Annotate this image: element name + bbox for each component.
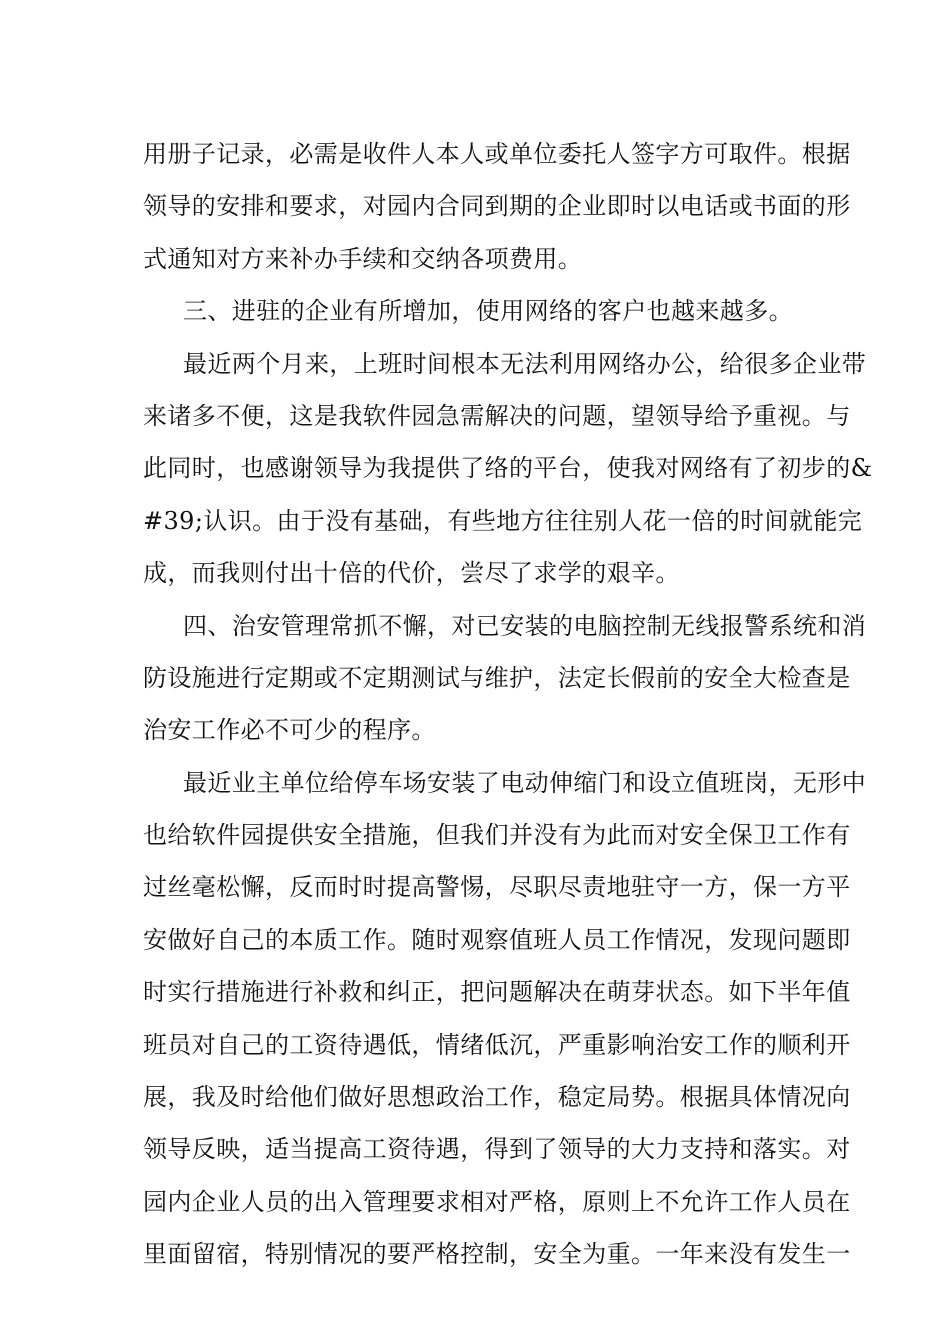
text-line: 领导反映，适当提高工资待遇，得到了领导的大力支持和落实。对 — [143, 1135, 851, 1164]
text-line: 领导的安排和要求，对园内合同到期的企业即时以电话或书面的形 — [143, 192, 851, 221]
text-line: 防设施进行定期或不定期测试与维护，法定长假前的安全大检查是 — [143, 663, 851, 692]
text-line: 展，我及时给他们做好思想政治工作，稳定局势。根据具体情况向 — [143, 1083, 851, 1112]
paragraph — [143, 338, 873, 600]
text-line: 安做好自己的本质工作。随时观察值班人员工作情况，发现问题即 — [143, 925, 851, 954]
text-line: 四、治安管理常抓不懈，对已安装的电脑控制无线报警系统和消 — [183, 611, 867, 640]
text-line: 来诸多不便，这是我软件园急需解决的问题，望领导给予重视。与 — [143, 401, 851, 430]
section-heading — [143, 600, 867, 757]
paragraph — [143, 128, 851, 285]
text-line: 里面留宿，特别情况的要严格控制，安全为重。一年来没有发生一 — [143, 1240, 851, 1269]
paragraph — [143, 757, 867, 1281]
text-line: 用册子记录，必需是收件人本人或单位委托人签字方可取件。根据 — [143, 140, 851, 168]
text-line: 最近业主单位给停车场安装了电动伸缩门和设立值班岗，无形中 — [183, 768, 867, 797]
text-line: 成，而我则付出十倍的代价，尝尽了求学的艰辛。 — [143, 559, 680, 588]
text-line: 也给软件园提供安全措施，但我们并没有为此而对安全保卫工作有 — [143, 821, 851, 850]
text-line: #39;认识。由于没有基础，有些地方往往别人花一倍的时间就能完 — [143, 506, 863, 535]
text-line: 园内企业人员的出入管理要求相对严格，原则上不允许工作人员在 — [143, 1187, 851, 1216]
text-line: 三、进驻的企业有所增加，使用网络的客户也越来越多。 — [183, 297, 793, 326]
document-body — [143, 128, 873, 1281]
text-line: 式通知对方来补办手续和交纳各项费用。 — [143, 244, 583, 273]
text-line: 最近两个月来，上班时间根本无法利用网络办公，给很多企业带 — [183, 349, 867, 378]
text-line: 班员对自己的工资待遇低，情绪低沉，严重影响治安工作的顺利开 — [143, 1030, 851, 1059]
text-line: 治安工作必不可少的程序。 — [143, 716, 436, 745]
text-line: 此同时，也感谢领导为我提供了络的平台，使我对网络有了初步的& — [143, 454, 873, 483]
section-heading — [143, 285, 807, 337]
text-line: 时实行措施进行补救和纠正，把问题解决在萌芽状态。如下半年值 — [143, 978, 851, 1007]
text-line: 过丝毫松懈，反而时时提高警惕，尽职尽责地驻守一方，保一方平 — [143, 873, 851, 902]
